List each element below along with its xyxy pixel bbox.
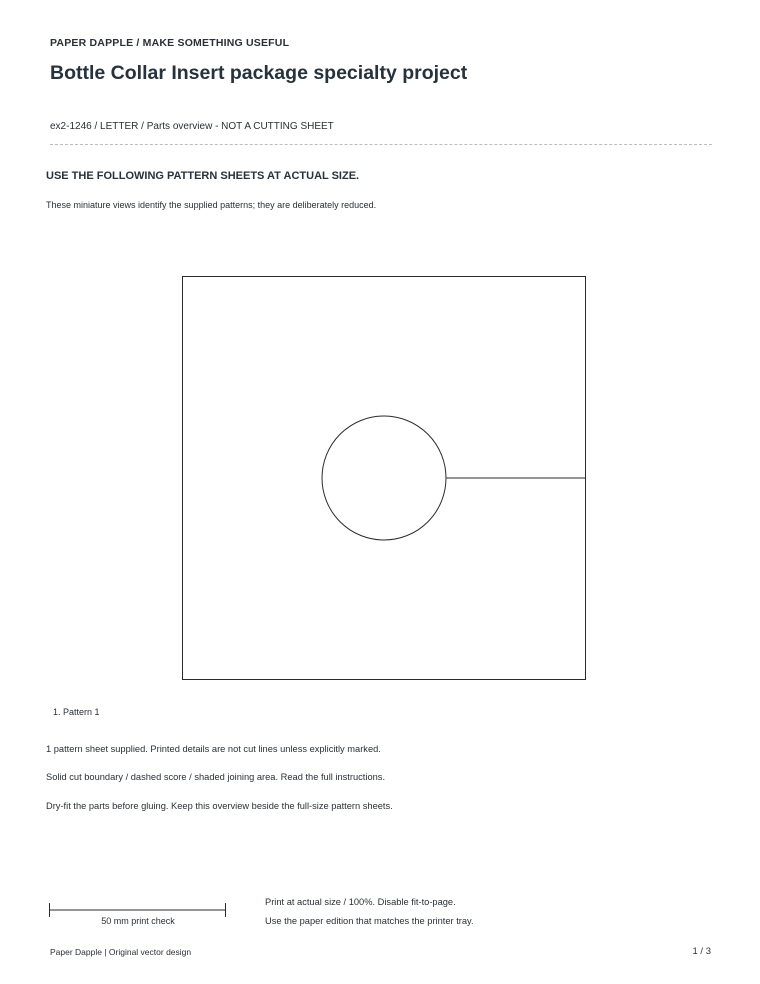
print-instruction: Use the paper edition that matches the printer tray. (265, 916, 474, 926)
note-line: Dry-fit the parts before gluing. Keep this overview beside the full-size pattern sheets. (46, 801, 393, 811)
note-line: 1 pattern sheet supplied. Printed details are not cut lines unless explicitly marked. (46, 744, 381, 754)
note-line: Solid cut boundary / dashed score / shaded joining area. Read the full instructions. (46, 772, 386, 782)
intro-text: These miniature views identify the supplied patterns; they are deliberately reduced. (46, 200, 377, 210)
scale-bar-label: 50 mm print check (101, 916, 175, 926)
footer-credit: Paper Dapple | Original vector design (50, 947, 192, 957)
pattern-circle-cutout (322, 416, 446, 540)
page-title: Bottle Collar Insert package specialty project (50, 62, 468, 84)
dashed-divider (50, 144, 712, 145)
pattern-label: 1. Pattern 1 (53, 707, 100, 717)
page-number: 1 / 3 (692, 946, 711, 957)
document-meta: ex2-1246 / LETTER / Parts overview - NOT A CUTTING SHEET (50, 121, 334, 132)
pattern-1-thumbnail (182, 276, 586, 680)
brand-line: PAPER DAPPLE / MAKE SOMETHING USEFUL (50, 37, 290, 49)
section-heading: USE THE FOLLOWING PATTERN SHEETS AT ACTUAL SIZE. (46, 170, 360, 182)
print-instruction: Print at actual size / 100%. Disable fit-to-page. (265, 897, 456, 907)
